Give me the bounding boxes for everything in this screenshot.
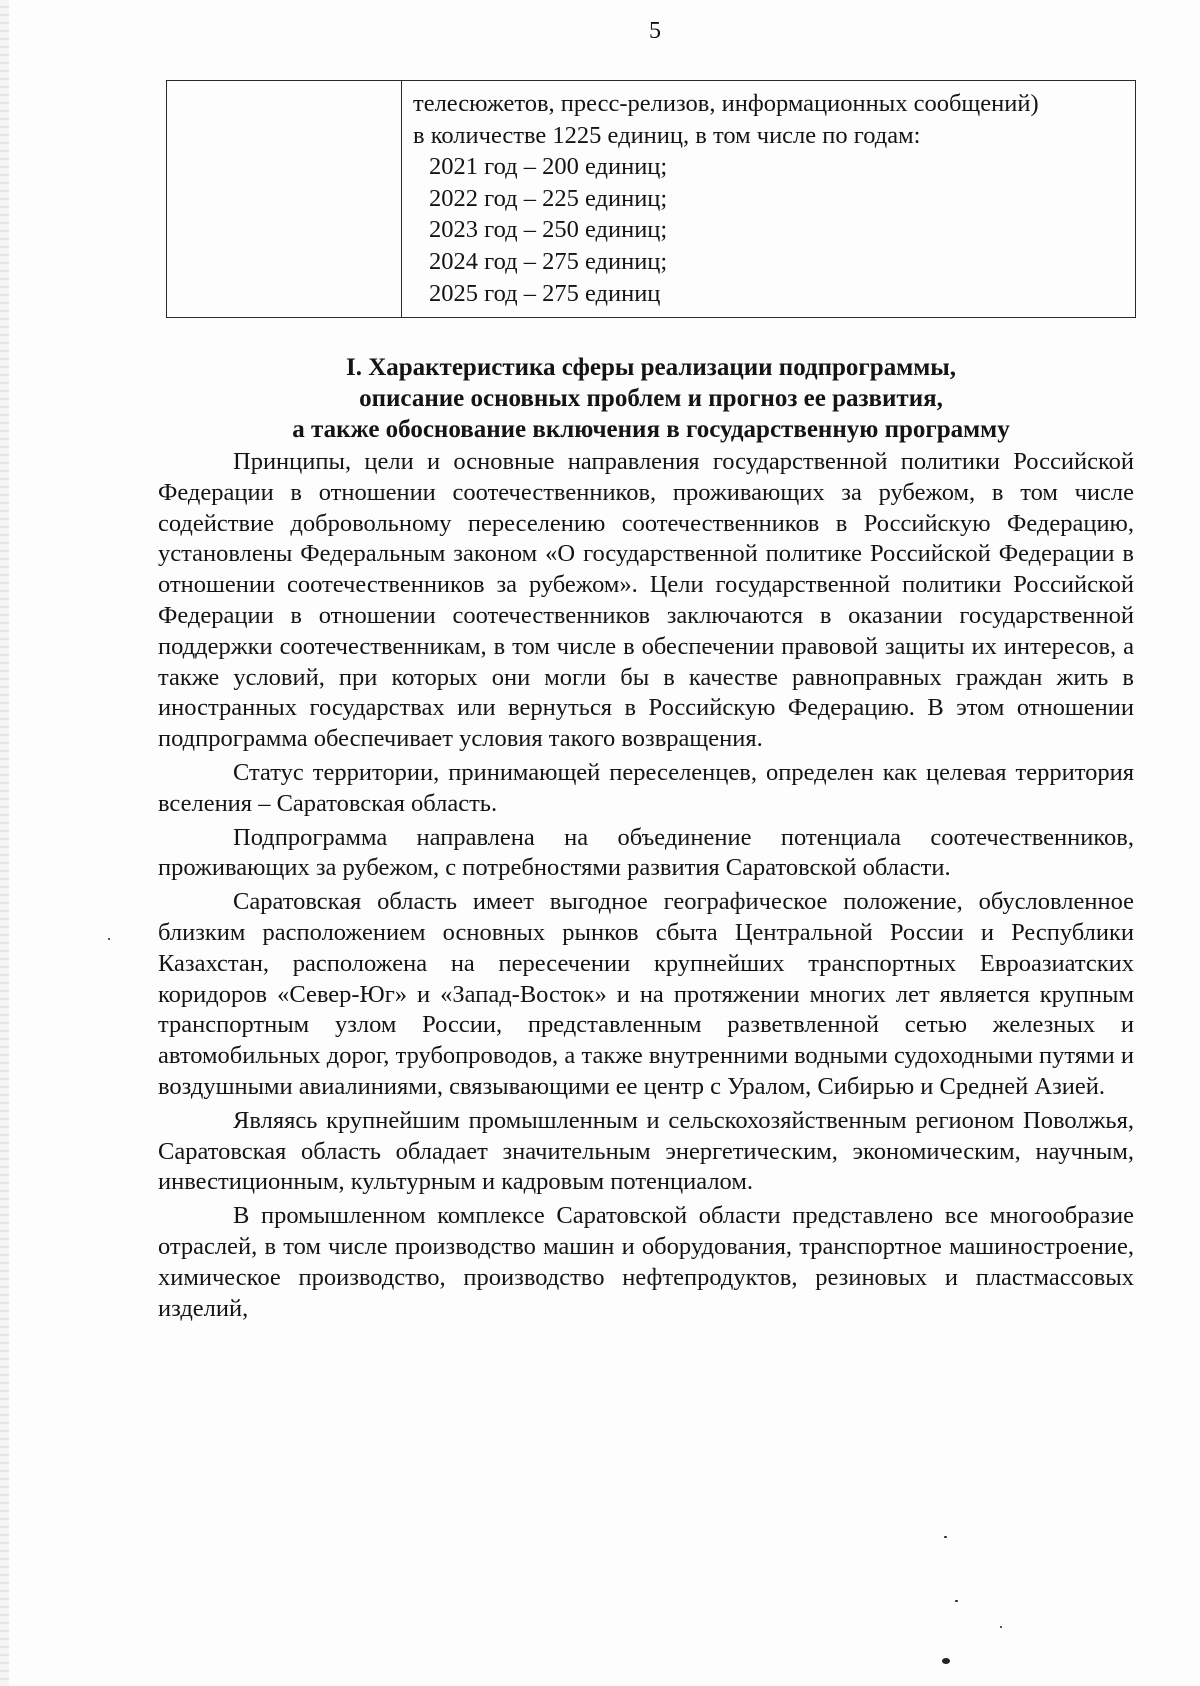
paragraph: Принципы, цели и основные направления государственной политики Российской Федерации в отношении соотечественников, проживающих за рубежом, в том числе содействие добровольному переселению соотечественников в Российскую Федерацию, установлены Федеральным законом «О государственной политике Российской Федерации в отношении соотечественников за рубежом». Цели государственной политики Российской Федерации в отношении соотечественников заключаются в оказании государственной поддержки соотечественникам, в том числе в обеспечении правовой защиты их интересов, а также условий, при которых они могли бы в качестве равноправных граждан жить в иностранных государствах или вернуться в Российскую Федерацию. В этом отношении подпрограмма обеспечивает условия такого возвращения. bbox=[158, 448, 1134, 753]
paragraph: Являясь крупнейшим промышленным и сельскохозяйственным регионом Поволжья, Саратовская область обладает значительным энергетическим, экономическим, научным, инвестиционным, культурным и кадровым потенциалом. bbox=[158, 1106, 1134, 1196]
section-body bbox=[158, 447, 1134, 1327]
scan-binding-edge bbox=[0, 0, 9, 1686]
section-heading bbox=[166, 352, 1136, 445]
paragraph: Статус территории, принимающей переселенцев, определен как целевая территория вселения – Саратовская область. bbox=[158, 758, 1134, 817]
year-item: 2025 год – 275 единиц bbox=[429, 279, 661, 307]
heading-line: описание основных проблем и прогноз ее развития, bbox=[359, 385, 943, 412]
year-item: 2024 год – 275 единиц; bbox=[429, 247, 668, 275]
heading-line: I. Характеристика сферы реализации подпрограммы, bbox=[345, 354, 957, 381]
paragraph: Подпрограмма направлена на объединение потенциала соотечественников, проживающих за рубежом, с потребностями развития Саратовской области. bbox=[158, 823, 1134, 882]
year-item: 2021 год – 200 единиц; bbox=[429, 153, 668, 181]
year-item: 2022 год – 225 единиц; bbox=[429, 184, 668, 212]
table-text-line: в количестве 1225 единиц, в том числе по годам: bbox=[413, 121, 921, 149]
table-text-line: телесюжетов, пресс-релизов, информационных сообщений) bbox=[413, 90, 1039, 117]
scan-speck bbox=[108, 938, 110, 940]
heading-line: а также обоснование включения в государственную программу bbox=[292, 416, 1010, 443]
table-right-cell bbox=[413, 88, 1128, 309]
scan-speck bbox=[955, 1600, 958, 1602]
scan-speck bbox=[942, 1658, 950, 1664]
year-item: 2023 год – 250 единиц; bbox=[429, 216, 668, 244]
paragraph: Саратовская область имеет выгодное географическое положение, обусловленное близким расположением основных рынков сбыта Центральной России и Республики Казахстан, расположена на пересечении крупнейших транспортных Евроазиатских коридоров «Север-Юг» и «Запад-Восток» и на протяжении многих лет является крупным транспортным узлом России, представленным разветвленной сетью железных и автомобильных дорог, трубопроводов, а также внутренними водными судоходными путями и воздушными авиалиниями, связывающими ее центр с Уралом, Сибирью и Средней Азией. bbox=[158, 888, 1134, 1100]
scan-speck bbox=[944, 1536, 947, 1538]
passport-table-fragment bbox=[166, 80, 1136, 318]
scan-speck bbox=[1000, 1626, 1002, 1628]
table-left-cell bbox=[167, 81, 402, 317]
page-number: 5 bbox=[649, 18, 661, 44]
paragraph: В промышленном комплексе Саратовской области представлено все многообразие отраслей, в том числе производство машин и оборудования, транспортное машиностроение, химическое производство, производство нефтепродуктов, резиновых и пластмассовых изделий, bbox=[158, 1202, 1134, 1322]
